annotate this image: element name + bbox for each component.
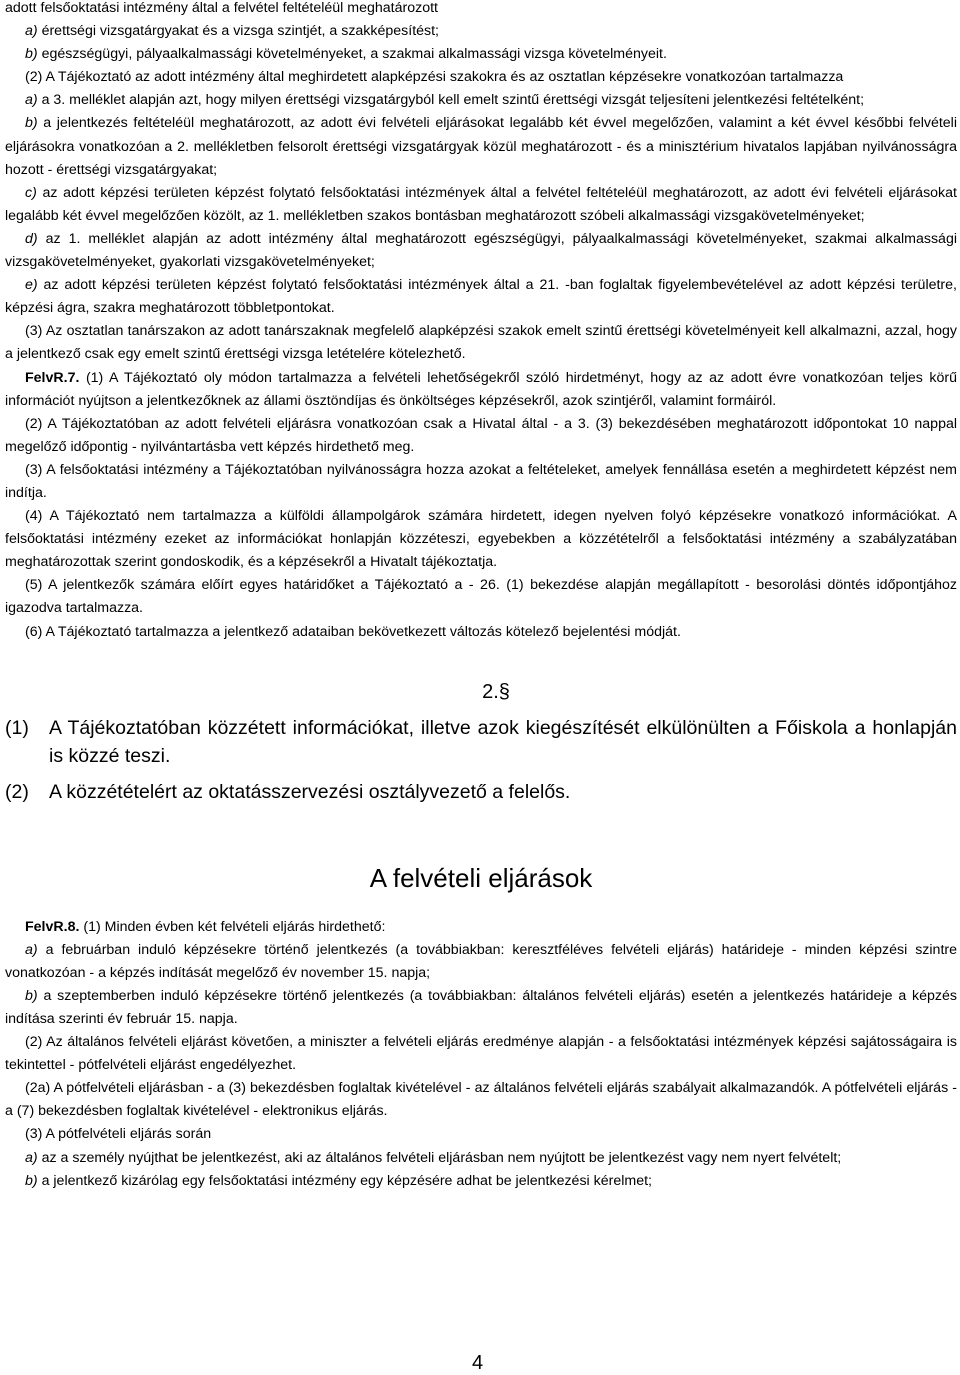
document-text-bottom bbox=[5, 916, 957, 1193]
paragraph: adott felsőoktatási intézmény által a felvétel feltételéül meghatározott bbox=[5, 0, 438, 16]
item-text: a jelentkezés feltételéül meghatározott, az adott évi felvételi eljárásokat legalább két évvel megelőzően, valamint a két évvel későbbi felvételi eljárásokra vonatkozóan a 2. mellékletben felsorolt érettségi vizsgatárgyak közül meghatározott - és a minisztérium hivatalos lapjában nyilvánosságra hozott - érettségi vizsgatárgyakat; bbox=[5, 115, 957, 178]
item-label: e) bbox=[25, 277, 38, 294]
item-text: A Tájékoztatóban közzétett információkat, illetve azok kiegészítését elkülönülten a Főiskola a honlapján is közzé teszi. bbox=[49, 716, 957, 767]
item-number: (1) bbox=[5, 716, 29, 739]
section-2-item-2 bbox=[5, 778, 957, 806]
document-text-top bbox=[5, 0, 957, 644]
item-text: az adott képzési területen képzést folytató felsőoktatási intézmények által a 21. -ban foglaltak figyelembevételével az adott képzési területre, képzési ágra, szakra meghatározott többletpontokat. bbox=[5, 277, 957, 317]
list-item-d bbox=[5, 228, 957, 274]
item-text: a szeptemberben induló képzésekre történő jelentkezés (a továbbiakban: általános felvételi eljárás) esetén a jelentkezés határideje a képzés indítása szerinti év február 15. napja. bbox=[5, 987, 957, 1027]
page-number: 4 bbox=[472, 1352, 484, 1374]
item-text: a jelentkező kizárólag egy felsőoktatási intézmény egy képzésére adhat be jelentkezési kérelmet; bbox=[37, 1172, 652, 1189]
item-text: A közzétételért az oktatásszervezési osztályvezető a felelős. bbox=[49, 780, 571, 803]
list-item-a bbox=[5, 1147, 957, 1170]
paragraph-3: (3) Az osztatlan tanárszakon az adott tanárszaknak megfelelő alapképzési szakok emelt szintű érettségi követelményeit kell alkalmazni, azzal, hogy a jelentkező csak egy emelt szintű érettségi vizsga letételére kötelezhető. bbox=[5, 323, 957, 363]
list-item-b bbox=[5, 112, 957, 181]
article-text: (1) Minden évben két felvételi eljárás hirdethető: bbox=[79, 918, 386, 935]
list-item-a bbox=[5, 20, 957, 43]
item-label: b) bbox=[25, 1172, 38, 1189]
item-text: érettségi vizsgatárgyakat és a vizsga szintjét, a szakképesítést; bbox=[37, 23, 440, 40]
article-8-paragraph-1 bbox=[5, 916, 957, 939]
article-7-paragraph-3: (3) A felsőoktatási intézmény a Tájékoztatóban nyilvánosságra hozza azokat a feltételeket, amelyek fennállása esetén a meghirdetett képzést nem indítja. bbox=[5, 461, 957, 501]
item-label: d) bbox=[25, 230, 38, 247]
item-label: a) bbox=[25, 92, 38, 109]
article-7-paragraph-1 bbox=[5, 367, 957, 413]
article-8-paragraph-2: (2) Az általános felvételi eljárást követően, a miniszter a felvételi eljárás eredménye alapján - a felsőoktatási intézmények képzési sajátosságaira is tekintettel - pótfelvételi eljárást engedélyezhet. bbox=[5, 1034, 957, 1074]
paragraph-2: (2) A Tájékoztató az adott intézmény által meghirdetett alapképzési szakokra és az osztatlan képzésekre vonatkozóan tartalmazza bbox=[25, 69, 844, 86]
item-label: a) bbox=[25, 941, 38, 958]
list-item-c bbox=[5, 182, 957, 228]
article-text: (1) A Tájékoztató oly módon tartalmazza a felvételi lehetőségekről szóló hirdetményt, hogy az az adott évre vonatkozóan teljes körű információt nyújtson a jelentkezőknek az állami ösztöndíjas és önköltséges képzésekről, azok szintjéről, valamint formáiról. bbox=[5, 369, 957, 409]
item-label: b) bbox=[25, 46, 38, 63]
article-label: FelvR.7. bbox=[25, 369, 80, 386]
article-label: FelvR.8. bbox=[25, 918, 80, 935]
section-title: A felvételi eljárások bbox=[369, 862, 593, 893]
list-item-e bbox=[5, 274, 957, 320]
list-item-b bbox=[5, 1170, 957, 1193]
item-number: (2) bbox=[5, 780, 29, 803]
item-text: a februárban induló képzésekre történő jelentkezés (a továbbiakban: keresztféléves felvételi eljárás) határideje - minden képzési szintre vonatkozóan - a képzés indítását megelőző év november 15. napja; bbox=[5, 941, 957, 981]
item-text: az adott képzési területen képzést folytató felsőoktatási intézmények által a felvétel feltételéül meghatározott, az adott évi felvételi eljárásokat legalább két évvel megelőzően közölt, az 1. mellékletben szakos bontásban meghatározott szóbeli alkalmassági vizsgakövetelményeket; bbox=[5, 184, 957, 224]
list-item-b bbox=[5, 43, 957, 66]
section-heading-2: 2.§ bbox=[482, 680, 510, 703]
list-item-a bbox=[5, 89, 957, 112]
item-label: a) bbox=[25, 23, 38, 40]
article-7-paragraph-4: (4) A Tájékoztató nem tartalmazza a külföldi állampolgárok számára hirdetett, idegen nyelven folyó képzésekre vonatkozó információkat. A felsőoktatási intézmény ezeket az információkat honlapján közzéteszi, egyebekben a közzétételről a felsőoktatási intézmény a szabályzatában meghatározottak szerint gondoskodik, és a képzésekről a Hivatalt tájékoztatja. bbox=[5, 508, 957, 571]
item-label: b) bbox=[25, 115, 38, 132]
document-page bbox=[5, 0, 957, 1193]
article-7-paragraph-5: (5) A jelentkezők számára előírt egyes határidőket a Tájékoztató a - 26. (1) bekezdése alapján megállapított - besorolási döntés időpontjához igazodva tartalmazza. bbox=[5, 577, 957, 617]
article-8-paragraph-3: (3) A pótfelvételi eljárás során bbox=[25, 1126, 212, 1143]
section-2-item-1 bbox=[5, 714, 957, 770]
article-7-paragraph-2: (2) A Tájékoztatóban az adott felvételi eljárásra vonatkozóan csak a Hivatal által - a 3. (3) bekezdésében meghatározott időpontokat 10 nappal megelőző időpontig - nyilvántartásba vett képzés hirdethető meg. bbox=[5, 415, 957, 455]
article-7-paragraph-6: (6) A Tájékoztató tartalmazza a jelentkező adataiban bekövetkezett változás kötelező bejelentési módját. bbox=[25, 623, 681, 640]
item-label: a) bbox=[25, 1149, 38, 1166]
item-label: b) bbox=[25, 987, 38, 1004]
item-text: az a személy nyújthat be jelentkezést, aki az általános felvételi eljárásban nem nyújtott be jelentkezést vagy nem nyert felvételt; bbox=[37, 1149, 842, 1166]
item-text: az 1. melléklet alapján az adott intézmény által meghatározott egészségügyi, pályaalkalmassági követelményeket, szakmai alkalmassági vizsgakövetelményeket, gyakorlati vizsgakövetelményeket; bbox=[5, 230, 957, 271]
item-text: a 3. melléklet alapján azt, hogy milyen érettségi vizsgatárgyból kell emelt szintű érettségi vizsgát teljesíteni jelentkezési feltételként; bbox=[37, 92, 865, 109]
article-8-paragraph-2a: (2a) A pótfelvételi eljárásban - a (3) bekezdésben foglaltak kivételével - az általános felvételi eljárás szabályait alkalmazandók. A pótfelvételi eljárás - a (7) bekezdésben foglaltak kivételével - elektronikus eljárás. bbox=[5, 1080, 957, 1120]
list-item-a bbox=[5, 939, 957, 985]
item-label: c) bbox=[25, 184, 37, 201]
list-item-b bbox=[5, 985, 957, 1031]
item-text: egészségügyi, pályaalkalmassági követelményeket, a szakmai alkalmassági vizsga követelményeit. bbox=[37, 46, 667, 63]
